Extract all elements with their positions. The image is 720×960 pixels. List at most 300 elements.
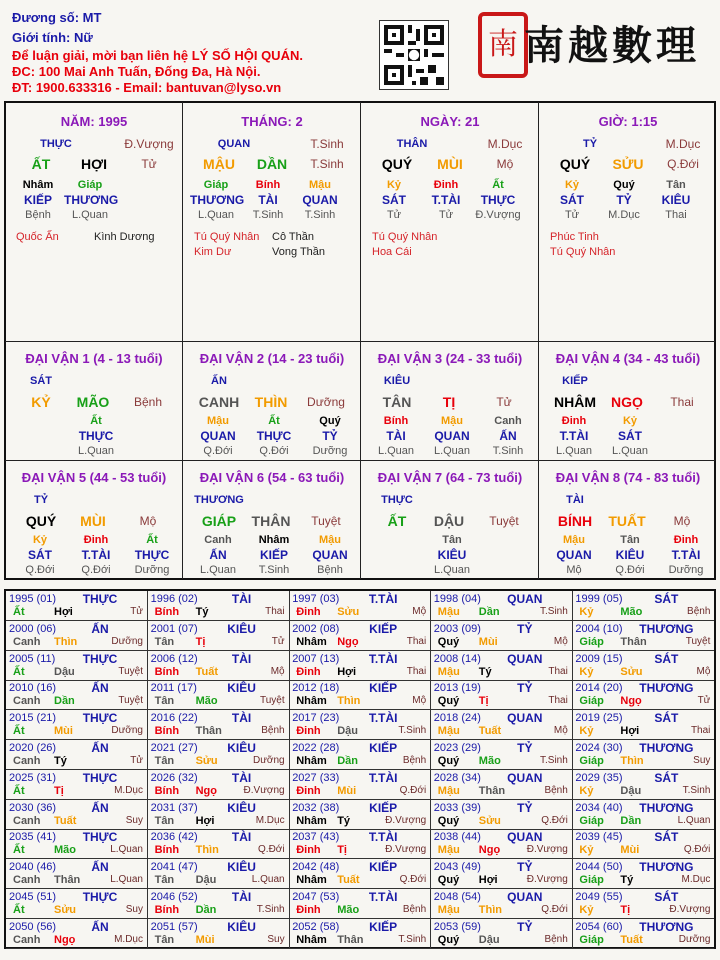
year-branch: Tuất <box>337 874 360 887</box>
pillar-branch: DẦN <box>256 156 288 172</box>
dai-van-stem: CANH <box>198 394 240 410</box>
hidden-star: THỰC <box>134 548 170 562</box>
year-branch: Thân <box>620 635 647 648</box>
hidden-status: Tử <box>438 209 454 221</box>
year-cell <box>289 621 431 651</box>
pillar-top-status: M.Dục <box>665 137 701 151</box>
life-stage-label: Đ.Vượng <box>526 874 568 886</box>
hidden-status: L.Quan <box>377 445 415 457</box>
year-stem: Giáp <box>579 695 604 708</box>
year-stem: Ất <box>13 725 25 738</box>
year-label: 2026 (32) <box>150 771 198 784</box>
ten-god-label: TỶ <box>517 681 533 696</box>
hidden-stem: Đinh <box>673 534 699 546</box>
life-stage-label: Đ.Vượng <box>385 844 427 856</box>
ten-god-label: KIẾP <box>369 919 398 934</box>
year-stem: Giáp <box>579 874 604 887</box>
year-stem: Quý <box>437 874 460 887</box>
life-stage-label: Dưỡng <box>111 635 143 647</box>
hidden-star: TỶ <box>322 429 338 443</box>
pillar-branch: SỬU <box>612 156 644 172</box>
dai-van-branch: TUẤT <box>608 513 646 529</box>
life-stage-label: Đ.Vượng <box>669 904 711 915</box>
dai-van-stem: BÍNH <box>557 513 593 529</box>
hidden-status: Mộ <box>566 564 582 576</box>
special-star: Quốc Ấn <box>16 231 59 243</box>
life-stage-label: Tử <box>697 695 711 707</box>
pillar-branch-status: T.Sinh <box>310 157 344 171</box>
year-label: 1995 (01) <box>9 593 57 605</box>
hidden-status: L.Quan <box>611 445 649 457</box>
ten-god-label: KIÊU <box>227 621 256 636</box>
owner-name: Đương số: MT <box>12 10 102 25</box>
year-branch: Mùi <box>478 635 498 648</box>
dai-van-top-star: THỰC <box>381 494 413 506</box>
hidden-star: ẤN <box>209 548 227 562</box>
hidden-star: ẤN <box>499 429 517 443</box>
year-cell <box>148 651 290 681</box>
year-cell <box>289 710 431 740</box>
year-label: 1999 (05) <box>575 593 623 605</box>
year-cell <box>572 740 714 770</box>
hidden-status: Dưỡng <box>134 564 170 576</box>
year-branch: Dần <box>478 606 500 618</box>
ten-god-label: KIẾP <box>369 860 398 875</box>
year-label: 1998 (04) <box>433 593 481 605</box>
life-stage-label: Đ.Vượng <box>243 784 285 796</box>
year-label: 2021 (27) <box>150 742 198 754</box>
hidden-stem: Đinh <box>561 415 587 427</box>
year-label: 2017 (23) <box>292 712 340 725</box>
hidden-stem: Mậu <box>319 534 341 546</box>
year-label: 2007 (13) <box>292 652 340 665</box>
year-stem: Bính <box>154 725 180 738</box>
life-stage-label: T.Sinh <box>398 725 427 737</box>
hidden-stem: Kỷ <box>564 179 580 191</box>
ten-god-label: ẤN <box>91 919 109 934</box>
life-stage-label: M.Dục <box>255 814 285 826</box>
year-branch: Sửu <box>620 665 643 678</box>
hidden-star: KIẾP <box>23 193 52 207</box>
life-stage-label: M.Dục <box>114 933 143 945</box>
special-star: Tú Quý Nhân <box>372 231 438 243</box>
dai-van-title: ĐẠI VẬN 8 (74 - 83 tuổi) <box>555 470 701 485</box>
hidden-stem: Mậu <box>441 415 463 427</box>
year-branch: Tuất <box>54 814 77 827</box>
gender: Giới tính: Nữ <box>12 30 93 45</box>
year-label: 2052 (58) <box>292 920 340 933</box>
year-label: 2054 (60) <box>575 920 623 933</box>
year-label: 2036 (42) <box>150 831 198 844</box>
year-stem: Tân <box>154 755 175 767</box>
year-cell <box>289 800 431 830</box>
year-label: 2011 (17) <box>150 682 197 695</box>
ten-god-label: SÁT <box>654 890 679 904</box>
pillar-top-star: TỶ <box>582 138 598 150</box>
special-star: Tú Quý Nhân <box>194 231 260 243</box>
year-stem: Kỷ <box>579 665 594 678</box>
ten-god-label: THƯƠNG <box>639 919 694 934</box>
hidden-star: SÁT <box>28 548 52 562</box>
year-branch: Tị <box>337 844 347 857</box>
ten-god-label: THỰC <box>82 711 118 726</box>
pillar-title: NĂM: 1995 <box>60 114 128 129</box>
ten-god-label: KIẾP <box>369 681 398 696</box>
year-label: 2018 (24) <box>433 712 481 725</box>
hidden-star: T.TÀI <box>559 429 589 443</box>
year-cell <box>431 889 573 919</box>
life-stage-label: L.Quan <box>110 874 143 886</box>
year-cell <box>572 889 714 919</box>
life-stage-label: Thai <box>265 606 285 617</box>
dai-van-status: Tuyệt <box>311 514 341 528</box>
year-branch: Hợi <box>195 814 215 827</box>
life-stage-label: Thai <box>406 665 427 677</box>
year-cell <box>148 800 290 830</box>
year-cell <box>6 770 148 800</box>
hidden-stem: Mậu <box>207 415 229 427</box>
ten-god-label: ẤN <box>91 621 109 636</box>
hidden-star: SÁT <box>618 429 642 443</box>
life-stage-label: L.Quan <box>677 814 711 826</box>
ten-god-label: KIÊU <box>227 800 256 815</box>
year-label: 2003 (09) <box>433 622 481 635</box>
year-stem: Mậu <box>437 784 460 797</box>
hidden-star: KIÊU <box>661 193 691 207</box>
life-stage-label: Dưỡng <box>111 725 143 737</box>
year-stem: Đinh <box>296 904 321 916</box>
year-label: 2008 (14) <box>433 652 481 665</box>
year-stem: Mậu <box>437 606 460 618</box>
year-stem: Đinh <box>296 606 321 618</box>
life-stage-label: L.Quan <box>110 844 143 856</box>
year-branch: Tý <box>195 606 209 618</box>
year-branch: Mão <box>54 844 76 857</box>
hidden-star: QUAN <box>434 429 470 443</box>
year-cell <box>572 621 714 651</box>
year-branch: Thìn <box>195 844 219 857</box>
special-star: Cô Thần <box>272 231 314 243</box>
hidden-stem: Giáp <box>77 179 103 191</box>
year-branch: Thân <box>54 874 81 887</box>
hidden-star: THƯƠNG <box>190 193 245 207</box>
red-seal-icon: 南 <box>478 12 528 78</box>
year-cell <box>6 651 148 681</box>
ten-god-label: SÁT <box>654 651 679 666</box>
pillar-top-status: Đ.Vượng <box>124 137 174 151</box>
year-label: 2046 (52) <box>150 891 198 903</box>
year-label: 2015 (21) <box>9 712 57 725</box>
year-stem: Canh <box>13 695 41 708</box>
year-cell <box>289 919 431 949</box>
year-cell <box>431 800 573 830</box>
ten-god-label: T.TÀI <box>368 651 398 666</box>
hidden-status: L.Quan <box>199 564 237 576</box>
year-cell <box>431 859 573 889</box>
life-stage-label: Bệnh <box>402 904 427 915</box>
year-branch: Mão <box>620 606 643 618</box>
ten-god-label: TỶ <box>517 860 533 875</box>
hidden-status: Q.Đới <box>81 564 111 576</box>
year-stem: Tân <box>154 635 175 648</box>
phone-email-line: ĐT: 1900.633316 - Email: bantuvan@lyso.vn <box>12 80 282 95</box>
ten-god-label: SÁT <box>654 770 679 785</box>
year-stem: Canh <box>13 814 41 827</box>
hidden-stem: Giáp <box>203 179 229 191</box>
dai-van-branch: MÙI <box>80 513 106 529</box>
life-stage-label: Mộ <box>696 665 711 677</box>
life-stage-label: Suy <box>693 755 711 766</box>
hidden-stem: Kỷ <box>32 534 48 546</box>
ten-god-label: THỰC <box>82 770 118 785</box>
ten-god-label: THỰC <box>82 830 118 845</box>
year-label: 2009 (15) <box>575 652 623 665</box>
hidden-status: Bệnh <box>317 564 343 576</box>
hidden-star: THỰC <box>480 193 516 207</box>
year-label: 2029 (35) <box>575 771 623 784</box>
dai-van-title: ĐẠI VẬN 4 (34 - 43 tuổi) <box>555 351 701 366</box>
ten-god-label: TÀI <box>231 830 252 845</box>
year-stem: Giáp <box>579 933 604 946</box>
year-branch: Mão <box>195 695 218 708</box>
year-cell <box>6 591 148 621</box>
dai-van-status: Mộ <box>139 514 157 528</box>
hidden-status: T.Sinh <box>304 209 336 221</box>
year-stem: Mậu <box>437 904 460 916</box>
year-branch: Sửu <box>195 755 218 767</box>
year-branch: Thìn <box>478 904 503 916</box>
hidden-status: T.Sinh <box>258 564 290 576</box>
year-label: 2012 (18) <box>292 682 340 695</box>
year-cell <box>431 591 573 621</box>
dai-van-top-star: SÁT <box>30 375 52 387</box>
life-stage-label: Bệnh <box>544 784 568 796</box>
year-cell <box>572 919 714 949</box>
life-stage-label: T.Sinh <box>682 784 711 796</box>
year-label: 2025 (31) <box>9 771 57 784</box>
hidden-status: Dưỡng <box>668 564 704 576</box>
year-branch: Mùi <box>54 725 73 738</box>
life-stage-label: Mộ <box>412 695 427 707</box>
dai-van-branch: THÌN <box>254 394 288 410</box>
year-stem: Nhâm <box>296 874 327 887</box>
year-cell <box>572 651 714 681</box>
year-label: 2044 (50) <box>575 861 623 874</box>
year-branch: Dậu <box>478 933 500 946</box>
life-stage-label: Mộ <box>412 606 427 617</box>
life-stage-label: Tuyệt <box>118 665 143 677</box>
ten-god-label: KIẾP <box>369 621 398 636</box>
dai-van-status: Tử <box>496 395 512 409</box>
year-branch: Sửu <box>337 606 360 618</box>
dai-van-title: ĐẠI VẬN 6 (54 - 63 tuổi) <box>199 470 345 485</box>
life-stage-label: M.Dục <box>681 874 711 886</box>
year-label: 2034 (40) <box>575 801 623 814</box>
dai-van-stem: GIÁP <box>201 513 237 529</box>
life-stage-label: Tử <box>271 635 285 647</box>
year-cell <box>431 919 573 949</box>
year-branch: Hợi <box>54 606 73 618</box>
year-stem: Tân <box>154 933 175 946</box>
year-branch: Mùi <box>195 933 215 946</box>
dai-van-status: Mộ <box>673 514 691 528</box>
year-label: 2039 (45) <box>575 831 623 844</box>
hidden-star: T.TÀI <box>81 548 111 562</box>
year-label: 2006 (12) <box>150 652 198 665</box>
year-branch: Dần <box>195 904 217 916</box>
year-cell <box>289 740 431 770</box>
year-cell <box>148 829 290 859</box>
year-branch: Ngọ <box>337 635 359 648</box>
year-branch: Hợi <box>620 725 640 738</box>
ten-god-label: THƯƠNG <box>639 860 694 875</box>
dai-van-status: Dưỡng <box>307 395 345 409</box>
year-stem: Đinh <box>296 784 321 797</box>
year-label: 2038 (44) <box>433 831 481 844</box>
hidden-status: M.Dục <box>608 209 640 221</box>
year-cell <box>431 621 573 651</box>
hidden-star: THƯƠNG <box>64 193 119 207</box>
year-branch: Dần <box>54 695 75 708</box>
year-stem: Kỷ <box>579 844 594 857</box>
year-label: 2042 (48) <box>292 861 340 874</box>
dai-van-stem: QUÝ <box>25 513 57 529</box>
year-label: 2000 (06) <box>9 622 57 635</box>
year-branch: Mão <box>337 904 360 916</box>
year-stem: Bính <box>154 606 180 618</box>
year-stem: Quý <box>437 814 460 827</box>
year-cell <box>572 800 714 830</box>
year-cell <box>148 591 290 621</box>
hidden-star: KIÊU <box>615 548 645 562</box>
year-label: 2048 (54) <box>433 891 481 903</box>
pillar-top-status: M.Dục <box>487 137 523 151</box>
year-cell <box>148 740 290 770</box>
year-stem: Mậu <box>437 665 460 678</box>
year-cell <box>572 770 714 800</box>
year-cell <box>148 710 290 740</box>
year-stem: Mậu <box>437 844 460 857</box>
hidden-status: T.Sinh <box>492 445 524 457</box>
year-cell <box>289 829 431 859</box>
dai-van-status: Thai <box>670 395 694 409</box>
life-stage-label: T.Sinh <box>540 755 568 766</box>
special-star: Phúc Tinh <box>550 231 599 243</box>
year-cell <box>148 859 290 889</box>
brand-logo: 南越數理 <box>524 22 700 69</box>
dai-van-branch: THÂN <box>251 513 291 529</box>
life-stage-label: Suy <box>125 814 143 826</box>
hidden-status: Tử <box>564 209 580 221</box>
year-stem: Quý <box>437 755 460 767</box>
year-label: 2013 (19) <box>433 682 481 695</box>
ten-god-label: QUAN <box>507 651 543 666</box>
contact-line: Để luận giải, mời bạn liên hệ LÝ SỐ HỘI QUÁN. <box>12 48 303 63</box>
hidden-stem: Bính <box>383 415 409 427</box>
hidden-status: L.Quan <box>71 209 109 221</box>
hidden-star: THỰC <box>78 429 114 443</box>
pillar-title: THÁNG: 2 <box>241 114 303 129</box>
year-stem: Bính <box>154 844 180 857</box>
life-stage-label: Bệnh <box>687 606 711 617</box>
year-branch: Hợi <box>478 874 498 887</box>
year-stem: Nhâm <box>296 814 327 827</box>
hidden-stem: Nhâm <box>258 534 290 546</box>
pillar-stem: MẬU <box>203 156 235 172</box>
year-stem: Nhâm <box>296 933 327 946</box>
year-label: 2049 (55) <box>575 891 623 903</box>
dai-van-top-star: ẤN <box>211 375 227 387</box>
ten-god-label: KIÊU <box>227 681 256 696</box>
year-cell <box>289 770 431 800</box>
hidden-stem: Quý <box>613 179 635 191</box>
year-label: 2035 (41) <box>9 831 57 844</box>
dai-van-status: Bệnh <box>133 395 163 409</box>
year-label: 2043 (49) <box>433 861 481 874</box>
life-stage-label: Bệnh <box>544 933 568 945</box>
year-branch: Ngọ <box>54 933 76 946</box>
year-stem: Nhâm <box>296 695 327 708</box>
ten-god-label: KIÊU <box>227 741 256 755</box>
year-label: 2045 (51) <box>9 891 57 903</box>
hidden-star: KIÊU <box>437 548 467 562</box>
year-cell <box>431 770 573 800</box>
year-cell <box>148 889 290 919</box>
life-stage-label: Q.Đới <box>399 874 427 886</box>
life-stage-label: Dưỡng <box>678 933 711 945</box>
life-stage-label: Thai <box>690 725 711 737</box>
year-cell <box>289 889 431 919</box>
year-stem: Đinh <box>296 725 321 738</box>
year-label: 2051 (57) <box>150 920 198 933</box>
hidden-stem: Mậu <box>309 179 331 191</box>
year-label: 2001 (07) <box>150 622 198 635</box>
pillar-branch: HỢI <box>81 156 107 172</box>
year-cell <box>289 859 431 889</box>
year-cell <box>148 770 290 800</box>
year-cell <box>6 740 148 770</box>
hidden-stem: Đinh <box>433 179 459 191</box>
hidden-status: L.Quan <box>555 445 593 457</box>
year-branch: Tý <box>478 665 492 678</box>
ten-god-label: T.TÀI <box>368 711 398 726</box>
year-cell <box>431 829 573 859</box>
life-stage-label: Q.Đới <box>399 784 427 796</box>
dai-van-top-star: THƯƠNG <box>194 494 244 506</box>
year-branch: Tý <box>54 755 67 767</box>
hidden-status: Tử <box>386 209 402 221</box>
year-branch: Dần <box>620 814 642 827</box>
hidden-stem: Canh <box>494 415 522 427</box>
hidden-star: T.TÀI <box>671 548 701 562</box>
ten-god-label: TÀI <box>231 890 252 904</box>
special-star: Hoa Cái <box>372 246 412 258</box>
ten-god-label: T.TÀI <box>368 592 398 606</box>
year-stem: Giáp <box>579 755 604 767</box>
dai-van-title: ĐẠI VẬN 2 (14 - 23 tuổi) <box>199 351 345 366</box>
year-stem: Canh <box>13 755 41 767</box>
life-stage-label: Thai <box>406 635 427 647</box>
year-stem: Kỷ <box>579 606 594 618</box>
hidden-stem: Canh <box>204 534 232 546</box>
year-stem: Bính <box>154 665 180 678</box>
year-branch: Mùi <box>337 784 357 797</box>
year-branch: Tuất <box>195 665 218 678</box>
year-branch: Sửu <box>54 904 77 916</box>
year-branch: Tý <box>620 874 634 887</box>
hidden-stem: Mậu <box>563 534 585 546</box>
life-stage-label: Dưỡng <box>252 755 285 766</box>
